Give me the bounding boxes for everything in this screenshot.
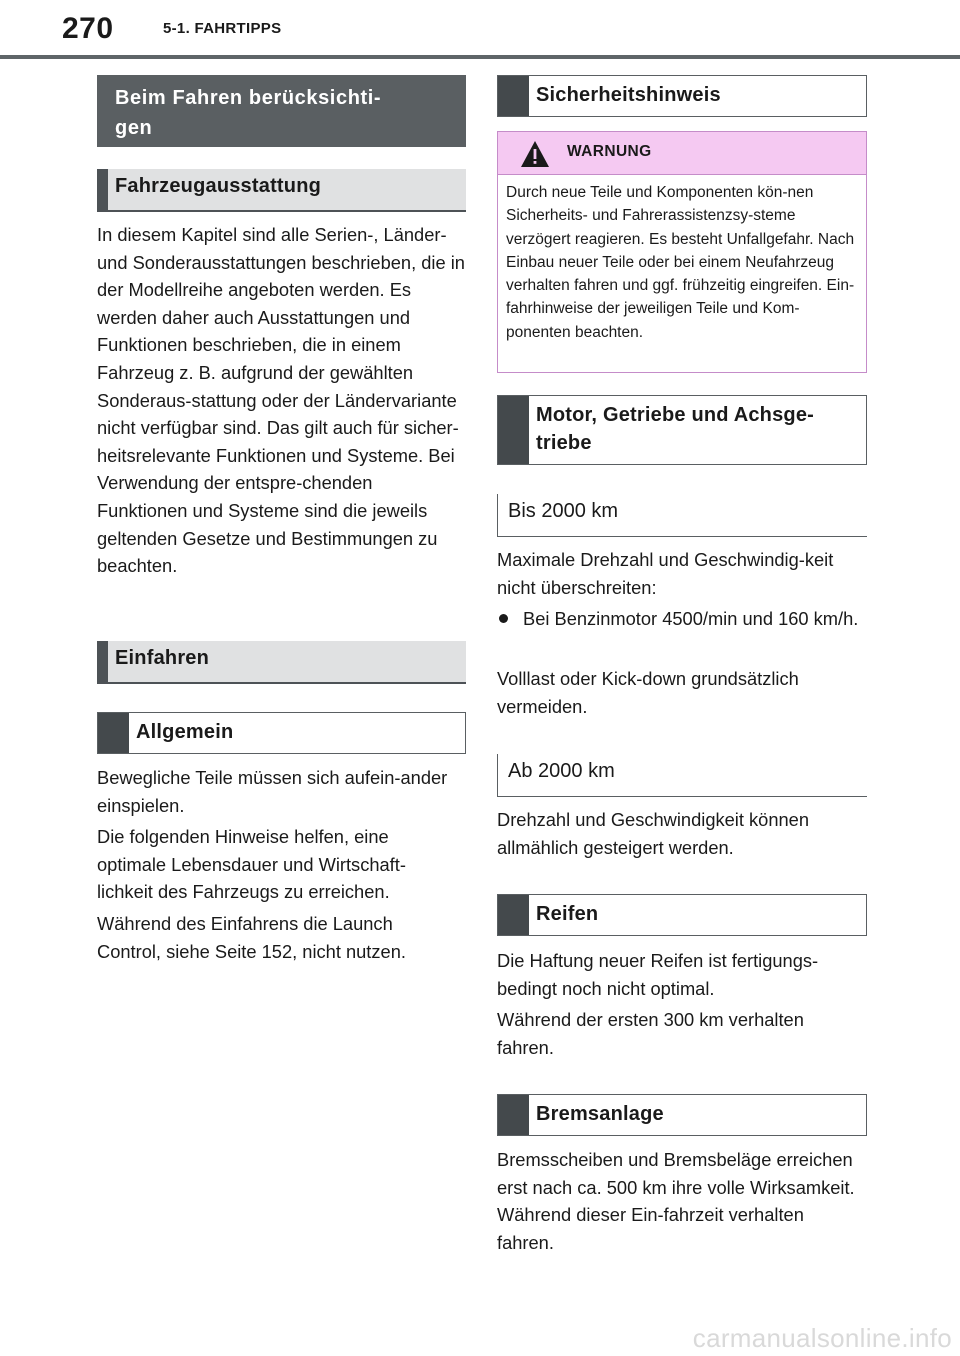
- from-2000-paragraph: Drehzahl und Geschwindigkeit können allmählich gesteigert werden.: [497, 809, 809, 858]
- list-item: [497, 605, 867, 633]
- subheading-general: [97, 712, 466, 754]
- page-number: 270: [62, 12, 114, 45]
- subheading-tab: [498, 895, 529, 935]
- equipment-paragraph: In diesem Kapitel sind alle Serien-, Länder- und Sonderausstattungen beschrieben, die in der Modellreihe angeboten werden. Es werden daher auch Ausstattungen und Funktionen beschrieben, die in einem Fahrzeug z. B. aufgrund der gewählten Sonderaus-stattung oder der Ländervariante nicht verfügbar sind. Das gilt auch für sicher-heitsrelevante Funktionen und Systeme. Bei Verwendung der entspre-chenden Funktionen und Systeme sind die jeweils geltenden Gesetze und Bestimmungen zu beachten.: [97, 224, 465, 577]
- subheading-tyres-label: Reifen: [536, 903, 599, 925]
- main-heading: [97, 75, 466, 147]
- subheading-brakes-label: Bremsanlage: [536, 1103, 664, 1125]
- subheading-tab: [498, 76, 529, 116]
- subheading-brakes: [497, 1094, 867, 1136]
- warning-title: WARNUNG: [567, 143, 652, 160]
- warning-header: [498, 132, 866, 175]
- bullet-icon: [499, 614, 508, 623]
- subheading-motor-line-1: Motor, Getriebe und Achsge-: [536, 404, 815, 426]
- general-paragraph-3: Während des Einfahrens die Launch Control, siehe Seite 152, nicht nutzen.: [97, 913, 406, 962]
- main-heading-line-2: gen: [115, 117, 153, 139]
- main-heading-line-1: Beim Fahren berücksichti-: [115, 87, 382, 109]
- tyres-paragraph-2: Während der ersten 300 km verhalten fahren.: [497, 1009, 804, 1058]
- section-heading-break-in: [97, 641, 466, 684]
- brakes-paragraph: Bremsscheiben und Bremsbeläge erreichen erst nach ca. 500 km ihre volle Wirksamkeit. Während dieser Ein-fahrzeit verhalten fahren.: [497, 1149, 855, 1253]
- subheading-tyres: [497, 894, 867, 936]
- chapter-title: 5-1. FAHRTIPPS: [163, 20, 282, 37]
- heading-upto-2000-label: Bis 2000 km: [508, 500, 619, 522]
- header-rule: [0, 55, 960, 59]
- general-paragraph-1: Bewegliche Teile müssen sich aufein-ander einspielen.: [97, 767, 448, 816]
- subheading-tab: [498, 1095, 529, 1135]
- subheading-safety: [497, 75, 867, 117]
- list-item-text: Bei Benzinmotor 4500/min und 160 km/h.: [523, 608, 859, 629]
- heading-from-2000: [497, 754, 867, 797]
- tyres-paragraph-1: Die Haftung neuer Reifen ist fertigungs-bedingt noch nicht optimal.: [497, 950, 819, 999]
- subheading-tab: [98, 713, 129, 753]
- section-heading-equipment: [97, 169, 466, 212]
- section-heading-break-in-label: Einfahren: [115, 647, 210, 669]
- warning-text: Durch neue Teile und Komponenten kön-nen Sicherheits- und Fahrerassistenzsy-steme verzögert reagieren. Es besteht Unfallgefahr. Nach Einbau neuer Teile oder bei einem Neufahrzeug verhalten fahren und ggf. frühzeitig eingreifen. Ein-fahrhinweise der jeweiligen Teile und Kom-ponenten beachten.: [506, 184, 855, 341]
- heading-upto-2000: [497, 494, 867, 537]
- subheading-motor-label: [529, 396, 820, 464]
- subheading-motor-line-2: triebe: [536, 432, 592, 454]
- heading-from-2000-label: Ab 2000 km: [508, 760, 615, 782]
- subheading-general-label: Allgemein: [136, 721, 234, 743]
- section-heading-equipment-label: Fahrzeugausstattung: [115, 175, 322, 197]
- upto-2000-paragraph-1: Maximale Drehzahl und Geschwindig-keit nicht überschreiten:: [497, 549, 834, 598]
- warning-triangle-icon: [520, 140, 550, 168]
- general-paragraph-2: Die folgenden Hinweise helfen, eine optimale Lebensdauer und Wirtschaft-lichkeit des Fahrzeugs zu erreichen.: [97, 826, 406, 903]
- subheading-tab: [498, 396, 529, 464]
- subheading-motor: [497, 395, 867, 465]
- watermark: carmanualsonline.info: [692, 1323, 952, 1353]
- warning-box: [497, 131, 867, 373]
- upto-2000-paragraph-2: Volllast oder Kick-down grundsätzlich vermeiden.: [497, 668, 799, 717]
- subheading-safety-label: Sicherheitshinweis: [536, 84, 721, 106]
